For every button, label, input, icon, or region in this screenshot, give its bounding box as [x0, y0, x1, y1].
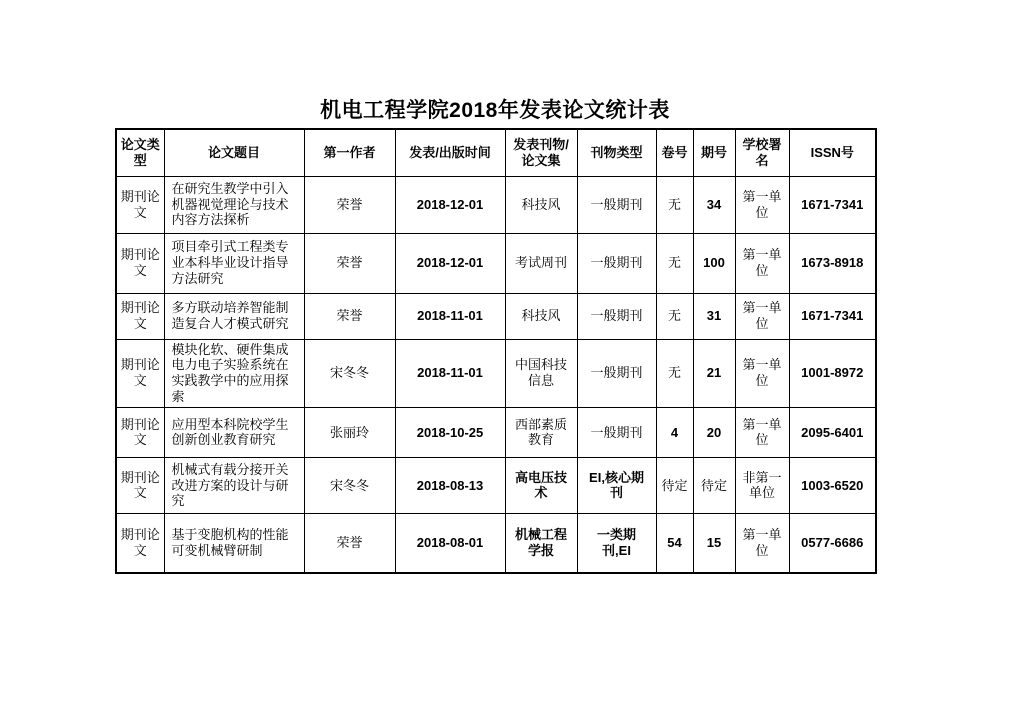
- table-row: [116, 457, 876, 513]
- cell-journal: 西部素质教育: [505, 407, 577, 457]
- cell-issn: 0577-6686: [789, 513, 876, 573]
- cell-issn: 1001-8972: [789, 339, 876, 407]
- cell-paper-title: 应用型本科院校学生创新创业教育研究: [164, 407, 304, 457]
- header-row: [116, 129, 876, 176]
- cell-paper-title: 在研究生教学中引入机器视觉理论与技术内容方法探析: [164, 176, 304, 233]
- column-header-volume: 卷号: [656, 129, 693, 176]
- cell-issue: 34: [693, 176, 735, 233]
- cell-issn: 1671-7341: [789, 176, 876, 233]
- cell-publish-date: 2018-08-01: [395, 513, 505, 573]
- cell-volume: 54: [656, 513, 693, 573]
- cell-journal-type: EI,核心期刊: [577, 457, 656, 513]
- cell-publish-date: 2018-10-25: [395, 407, 505, 457]
- cell-publish-date: 2018-11-01: [395, 293, 505, 339]
- cell-volume: 无: [656, 233, 693, 293]
- column-header-type: 论文类型: [116, 129, 164, 176]
- column-header-journal_type: 刊物类型: [577, 129, 656, 176]
- cell-issue: 20: [693, 407, 735, 457]
- cell-volume: 无: [656, 293, 693, 339]
- cell-journal: 科技风: [505, 293, 577, 339]
- column-header-date: 发表/出版时间: [395, 129, 505, 176]
- table-row: [116, 339, 876, 407]
- cell-paper-type: 期刊论文: [116, 339, 164, 407]
- cell-volume: 无: [656, 339, 693, 407]
- cell-issn: 1671-7341: [789, 293, 876, 339]
- table-row: [116, 407, 876, 457]
- cell-first-author: 张丽玲: [304, 407, 395, 457]
- cell-volume: 4: [656, 407, 693, 457]
- cell-affiliation: 第一单位: [735, 176, 789, 233]
- column-header-affiliation: 学校署名: [735, 129, 789, 176]
- cell-affiliation: 第一单位: [735, 339, 789, 407]
- cell-journal: 考试周刊: [505, 233, 577, 293]
- cell-paper-title: 模块化软、硬件集成电力电子实验系统在实践教学中的应用探索: [164, 339, 304, 407]
- cell-journal-type: 一般期刊: [577, 407, 656, 457]
- column-header-issn: ISSN号: [789, 129, 876, 176]
- cell-issn: 2095-6401: [789, 407, 876, 457]
- cell-paper-type: 期刊论文: [116, 513, 164, 573]
- cell-journal: 机械工程学报: [505, 513, 577, 573]
- cell-issue: 100: [693, 233, 735, 293]
- column-header-journal: 发表刊物/论文集: [505, 129, 577, 176]
- cell-journal-type: 一般期刊: [577, 176, 656, 233]
- table-row: [116, 233, 876, 293]
- cell-paper-title: 项目牵引式工程类专业本科毕业设计指导方法研究: [164, 233, 304, 293]
- cell-first-author: 荣誉: [304, 293, 395, 339]
- column-header-author: 第一作者: [304, 129, 395, 176]
- cell-issn: 1003-6520: [789, 457, 876, 513]
- column-header-issue: 期号: [693, 129, 735, 176]
- cell-volume: 无: [656, 176, 693, 233]
- cell-journal-type: 一类期刊,EI: [577, 513, 656, 573]
- page-title: 机电工程学院2018年发表论文统计表: [320, 99, 670, 122]
- cell-first-author: 荣誉: [304, 513, 395, 573]
- table-row: [116, 513, 876, 573]
- cell-issue: 21: [693, 339, 735, 407]
- cell-paper-type: 期刊论文: [116, 233, 164, 293]
- cell-journal-type: 一般期刊: [577, 293, 656, 339]
- cell-publish-date: 2018-12-01: [395, 176, 505, 233]
- cell-publish-date: 2018-08-13: [395, 457, 505, 513]
- cell-journal-type: 一般期刊: [577, 233, 656, 293]
- cell-affiliation: 非第一单位: [735, 457, 789, 513]
- cell-first-author: 宋冬冬: [304, 339, 395, 407]
- cell-affiliation: 第一单位: [735, 407, 789, 457]
- cell-affiliation: 第一单位: [735, 293, 789, 339]
- cell-paper-title: 机械式有载分接开关改进方案的设计与研究: [164, 457, 304, 513]
- cell-journal-type: 一般期刊: [577, 339, 656, 407]
- cell-issue: 15: [693, 513, 735, 573]
- cell-volume: 待定: [656, 457, 693, 513]
- cell-paper-type: 期刊论文: [116, 407, 164, 457]
- cell-publish-date: 2018-12-01: [395, 233, 505, 293]
- cell-paper-title: 基于变胞机构的性能可变机械臂研制: [164, 513, 304, 573]
- column-header-title: 论文题目: [164, 129, 304, 176]
- cell-paper-title: 多方联动培养智能制造复合人才模式研究: [164, 293, 304, 339]
- table-row: [116, 293, 876, 339]
- cell-paper-type: 期刊论文: [116, 293, 164, 339]
- cell-journal: 中国科技信息: [505, 339, 577, 407]
- cell-journal: 科技风: [505, 176, 577, 233]
- cell-affiliation: 第一单位: [735, 513, 789, 573]
- cell-affiliation: 第一单位: [735, 233, 789, 293]
- cell-first-author: 宋冬冬: [304, 457, 395, 513]
- cell-first-author: 荣誉: [304, 233, 395, 293]
- cell-publish-date: 2018-11-01: [395, 339, 505, 407]
- cell-first-author: 荣誉: [304, 176, 395, 233]
- cell-issue: 待定: [693, 457, 735, 513]
- papers-table: [115, 128, 877, 574]
- cell-paper-type: 期刊论文: [116, 176, 164, 233]
- cell-paper-type: 期刊论文: [116, 457, 164, 513]
- cell-journal: 高电压技术: [505, 457, 577, 513]
- cell-issue: 31: [693, 293, 735, 339]
- table-row: [116, 176, 876, 233]
- cell-issn: 1673-8918: [789, 233, 876, 293]
